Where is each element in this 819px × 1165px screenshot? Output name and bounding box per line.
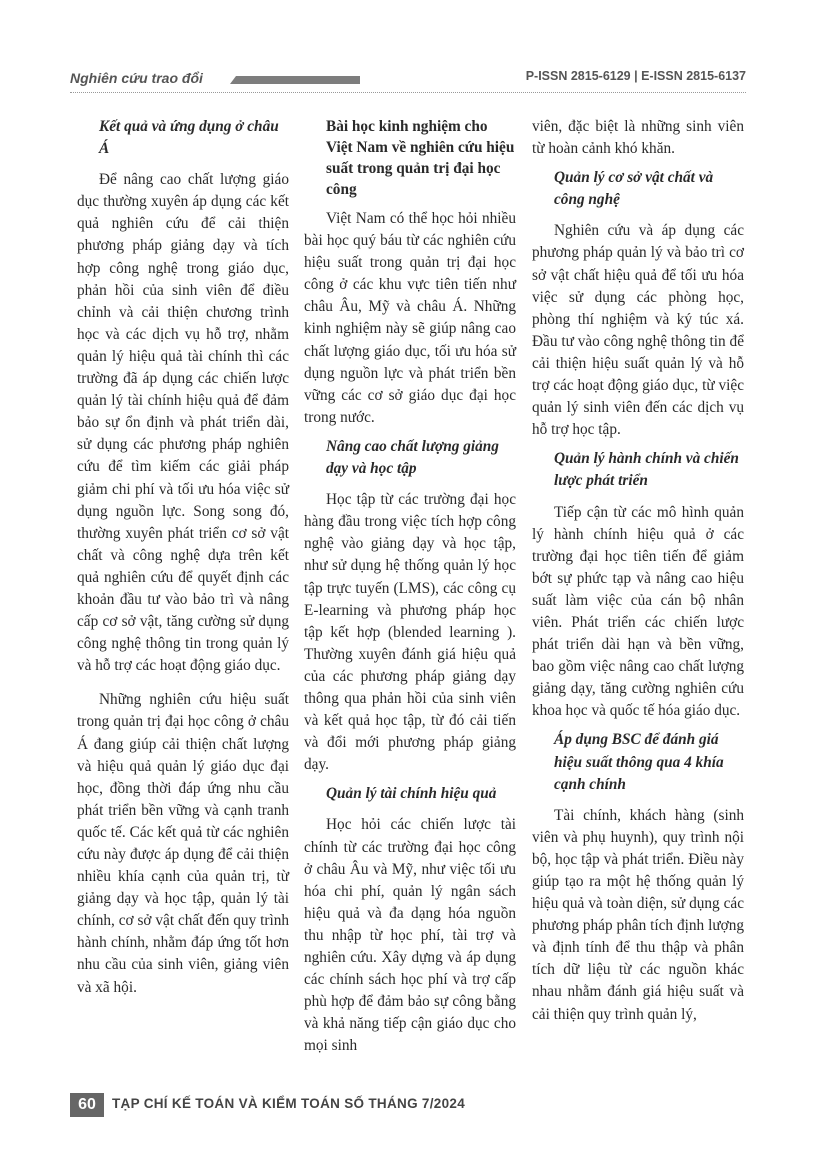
subheading: Quản lý hành chính và chiến lược phát triển	[554, 450, 739, 490]
paragraph: Học tập từ các trường đại học hàng đầu trong việc tích hợp công nghệ vào giảng dạy và học tập, như sử dụng hệ thống quản lý học tập trực tuyến (LMS), các công cụ E-learning và phương pháp học tập kết hợp (blended learning ). Thường xuyên đánh giá hiệu quả của các phương pháp giảng dạy thông qua phản hồi của sinh viên và kết quả học tập, từ đó cải tiến và đổi mới phương pháp giảng dạy.	[304, 491, 516, 774]
paragraph: Học hỏi các chiến lược tài chính từ các trường đại học công ở châu Âu và Mỹ, như việc tối ưu hóa chi phí, quản lý ngân sách hiệu quả và đa dạng hóa nguồn thu nhập từ học phí, tài trợ và nghiên cứu. Xây dựng và áp dụng các chính sách học phí và trợ cấp phù hợp để đảm bảo sự công bằng và khả năng tiếp cận giáo dục cho mọi sinh	[304, 816, 516, 1055]
paragraph: viên, đặc biệt là những sinh viên từ hoàn cảnh khó khăn.	[532, 118, 744, 158]
paragraph: Nghiên cứu và áp dụng các phương pháp quản lý và bảo trì cơ sở vật chất hiệu quả để tối ưu hóa việc sử dụng các phòng học, phòng thí nghiệm và ký túc xá. Đầu tư vào công nghệ thông tin để cải thiện hiệu suất quản lý và hỗ trợ các hoạt động giáo dục, từ việc quản lý sinh viên đến các dịch vụ hỗ trợ học tập.	[532, 222, 744, 439]
column-3	[532, 116, 744, 1033]
section-heading: Bài học kinh nghiệm cho Việt Nam về nghiên cứu hiệu suất trong quản trị đại học công	[326, 118, 515, 198]
column-1	[77, 116, 289, 1006]
paragraph: Để nâng cao chất lượng giáo dục thường xuyên áp dụng các kết quả nghiên cứu để cải thiện phương pháp giảng dạy và tích hợp công nghệ trong giáo dục, phản hồi của sinh viên để điều chỉnh và cải thiện chương trình học và các dịch vụ hỗ trợ, nhằm quản lý hiệu quả tài chính thì các trường đã áp dụng các chiến lược quản lý tài chính hiệu quả để đảm bảo sự ổn định và phát triển dài, sử dụng các phương pháp nghiên cứu để tìm kiếm các giải pháp giảm chi phí và tối ưu hóa việc sử dụng nguồn lực. Song song đó, thường xuyên phát triển cơ sở vật chất và công nghệ dựa trên kết quả nghiên cứu để quyết định các khoản đầu tư vào bảo trì và nâng cấp cơ sở vật, tăng cường sử dụng công nghệ thông tin trong quản lý và hỗ trợ các hoạt động giáo dục.	[77, 171, 289, 675]
page-footer	[70, 1093, 570, 1121]
subheading: Kết quả và ứng dụng ở châu Á	[99, 118, 279, 158]
subheading: Nâng cao chất lượng giảng dạy và học tập	[326, 437, 499, 478]
column-2	[304, 116, 516, 1064]
subheading: Quản lý tài chính hiệu quả	[326, 785, 497, 803]
header-decor-bar	[230, 76, 360, 84]
journal-name: TẠP CHÍ KẾ TOÁN VÀ KIỂM TOÁN SỐ THÁNG 7/2024	[112, 1096, 466, 1111]
paragraph: Những nghiên cứu hiệu suất trong quản trị đại học công ở châu Á đang giúp cải thiện chất lượng và hiệu quả quản lý giáo dục đại học, đồng thời đáp ứng nhu cầu phát triển bền vững và cạnh tranh quốc tế. Các kết quả từ các nghiên cứu này được áp dụng để cải thiện nhiều khía cạnh của quản trị, từ giảng dạy và học tập, quản lý tài chính, cơ sở vật chất đến quy trình hành chính, nhằm đáp ứng tốt hơn nhu cầu của sinh viên, giảng viên và xã hội.	[77, 691, 289, 996]
paragraph: Tài chính, khách hàng (sinh viên và phụ huynh), quy trình nội bộ, học tập và phát triển. Điều này giúp tạo ra một hệ thống quản lý hiệu quả và toàn diện, sử dụng các phương pháp phân tích định lượng và định tính để thu thập và phân tích dữ liệu từ các nguồn khác nhau nhằm đánh giá hiệu suất và cải thiện quy trình quản lý,	[532, 806, 744, 1023]
page-number: 60	[70, 1093, 104, 1117]
section-label: Nghiên cứu trao đổi	[70, 70, 203, 86]
paragraph: Việt Nam có thể học hỏi nhiều bài học quý báu từ các nghiên cứu hiệu suất trong quản trị đại học công ở các khu vực tiên tiến như châu Âu, Mỹ và châu Á. Những kinh nghiệm này sẽ giúp nâng cao chất lượng giáo dục, tối ưu hóa sử dụng nguồn lực và phát triển bền vững các cơ sở giáo dục đại học trong nước.	[304, 210, 516, 426]
issn-label: P-ISSN 2815-6129 | E-ISSN 2815-6137	[525, 69, 746, 83]
header-rule	[70, 92, 746, 93]
paragraph: Tiếp cận từ các mô hình quản lý hành chính hiệu quả ở các trường đại học tiên tiến để giảm bớt sự phức tạp và nâng cao hiệu suất làm việc của cán bộ nhân viên. Phát triển các chiến lược phát triển dài hạn và bền vững, bao gồm việc nâng cao chất lượng giảng dạy, tăng cường nghiên cứu khoa học và quốc tế hóa giáo dục.	[532, 503, 744, 720]
subheading: Quản lý cơ sở vật chất và công nghệ	[554, 169, 714, 209]
subheading: Áp dụng BSC để đánh giá hiệu suất thông qua 4 khía cạnh chính	[554, 731, 724, 793]
page-header	[70, 66, 746, 94]
